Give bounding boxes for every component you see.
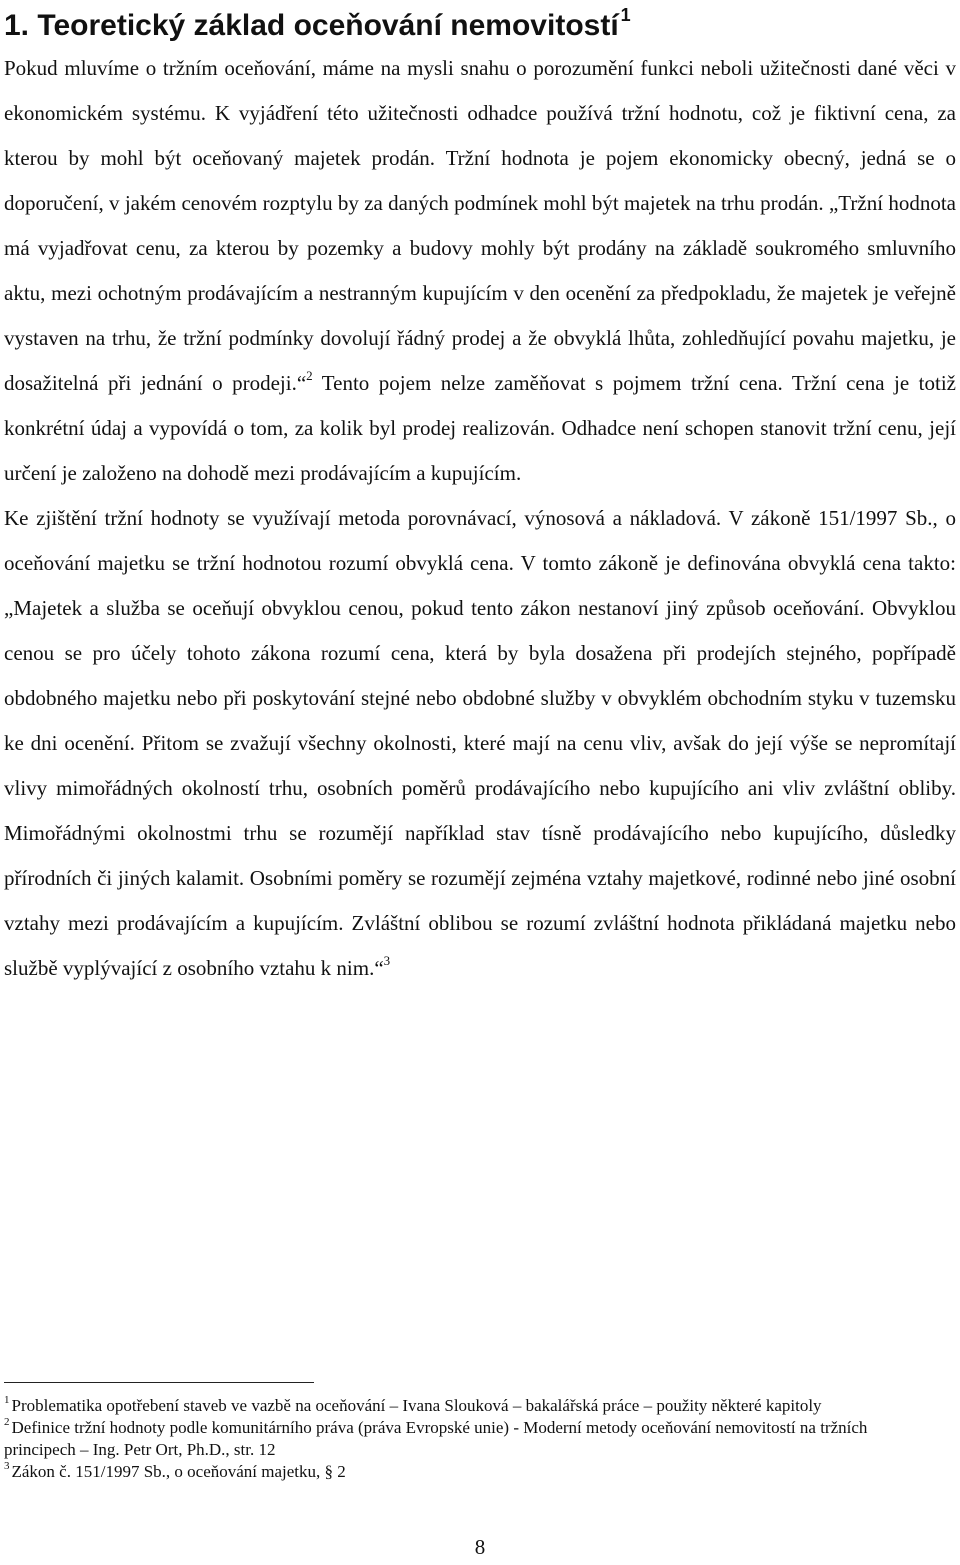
footnote-item bbox=[4, 1461, 924, 1483]
paragraph-text: Pokud mluvíme o tržním oceňování, máme na mysli snahu o porozumění funkci neboli užitečnosti dané věci v ekonomickém systému. K vyjádření této užitečnosti odhadce používá tržní hodnotu, což je fiktivní cena, za kterou by mohl být oceňovaný majetek prodán. Tržní hodnota je pojem ekonomicky obecný, jedná se o doporučení, v jakém cenovém rozptylu by za daných podmínek mohl být majetek na trhu prodán. „Tržní hodnota má vyjadřovat cenu, za kterou by pozemky a budovy mohly být prodány na základě soukromého smluvního aktu, mezi ochotným prodávajícím a nestranným kupujícím v den ocenění za předpokladu, že majetek je veřejně vystaven na trhu, že tržní podmínky dovolují řádný prodej a že obvyklá lhůta, zohledňující povahu majetku, je dosažitelná při jednání o prodeji.“ bbox=[4, 56, 956, 395]
page-number: 8 bbox=[474, 1535, 486, 1559]
footnote-item bbox=[4, 1395, 924, 1417]
chapter-title: 1. Teoretický základ oceňování nemovitostí bbox=[4, 9, 619, 42]
document-page bbox=[4, 0, 956, 991]
footnote-text: Definice tržní hodnoty podle komunitárního práva (práva Evropské unie) - Moderní metody oceňování nemovitostí na tržních principech – Ing. Petr Ort, Ph.D., str. 12 bbox=[4, 1418, 868, 1459]
paragraph-text: Tento pojem nelze zaměňovat s pojmem tržní cena. Tržní cena je totiž konkrétní údaj a vypovídá o tom, za kolik byl prodej realizován. Odhadce není schopen stanovit tržní cenu, její určení je založeno na dohodě mezi prodávajícím a kupujícím. bbox=[4, 371, 957, 485]
footnote-ref-2: 2 bbox=[306, 368, 313, 383]
paragraph-text: Ke zjištění tržní hodnoty se využívají metoda porovnávací, výnosová a nákladová. V zákoně 151/1997 Sb., o oceňování majetku se tržní hodnotou rozumí obvyklá cena. V tomto zákoně je definována obvyklá cena takto: „Majetek a služba se oceňují obvyklou cenou, pokud tento zákon nestanoví jiný způsob oceňování. Obvyklou cenou se pro účely tohoto zákona rozumí cena, která by byla dosažena při prodejích stejného, popřípadě obdobného majetku nebo při poskytování stejné nebo obdobné služby v obvyklém obchodním styku v tuzemsku ke dni ocenění. Přitom se zvažují všechny okolnosti, které mají na cenu vliv, avšak do její výše se nepromítají vlivy mimořádných okolností trhu, osobních poměrů prodávajícího nebo kupujícího ani vliv zvláštní obliby. Mimořádnými okolnostmi trhu se rozumějí například stav tísně prodávajícího nebo kupujícího, důsledky přírodních či jiných kalamit. Osobními poměry se rozumějí zejména vztahy majetkové, rodinné nebo jiné osobní vztahy mezi prodávajícím a kupujícím. Zvláštní oblibou se rozumí zvláštní hodnota přikládaná majetku nebo službě vyplývající z osobního vztahu k nim.“ bbox=[4, 506, 956, 980]
footnotes bbox=[4, 1395, 924, 1483]
chapter-heading bbox=[4, 0, 956, 46]
footnote-separator bbox=[4, 1382, 314, 1383]
footnote-number: 3 bbox=[4, 1460, 10, 1472]
footnote-item bbox=[4, 1417, 924, 1461]
paragraph-usual-price bbox=[4, 496, 956, 991]
footnote-number: 1 bbox=[4, 1394, 10, 1406]
footnote-number: 2 bbox=[4, 1416, 10, 1428]
footnote-text: Problematika opotřebení staveb ve vazbě na oceňování – Ivana Slouková – bakalářská práce – použity některé kapitoly bbox=[11, 1396, 822, 1415]
footnote-ref-3: 3 bbox=[383, 953, 391, 968]
paragraph-market-value bbox=[4, 46, 956, 496]
heading-footnote-ref: 1 bbox=[620, 5, 631, 25]
footnote-text: Zákon č. 151/1997 Sb., o oceňování majetku, § 2 bbox=[11, 1462, 346, 1481]
